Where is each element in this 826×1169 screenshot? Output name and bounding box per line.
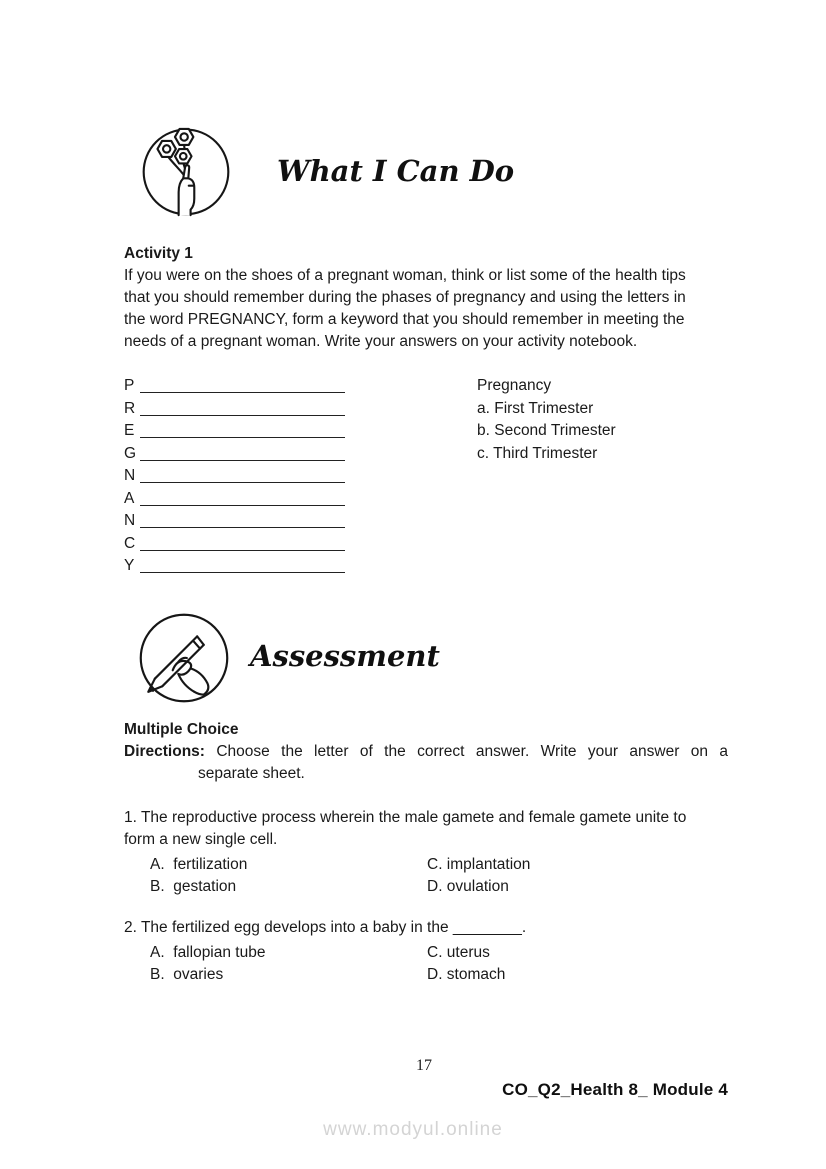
- letter-label: R: [124, 399, 136, 417]
- activity-block: [124, 243, 736, 353]
- pregnancy-acrostic-list: [124, 374, 345, 577]
- question-text-line: 1. The reproductive process wherein the male gamete and female gamete unite to: [124, 809, 687, 826]
- letter-row: [124, 419, 345, 442]
- options: [150, 854, 736, 898]
- activity-intro-line: the word PREGNANCY, form a keyword that you should remember in meeting the: [124, 311, 685, 328]
- option-b: B. ovaries: [150, 966, 224, 983]
- hand-writing-with-pencil-icon: [137, 610, 231, 706]
- directions-line: [124, 741, 728, 763]
- option-c: C. implantation: [427, 856, 531, 873]
- letter-label: A: [124, 489, 135, 507]
- option-row: [150, 964, 736, 986]
- activity-intro-line: If you were on the shoes of a pregnant woman, think or list some of the health tips: [124, 267, 686, 284]
- letter-label: N: [124, 512, 136, 529]
- activity-title: Activity 1: [124, 245, 193, 262]
- letter-row: [124, 554, 345, 577]
- option-row: [150, 942, 736, 964]
- question-text-line: form a new single cell.: [124, 831, 278, 848]
- directions-line-2: separate sheet.: [198, 765, 305, 782]
- directions-label: Directions:: [124, 743, 205, 760]
- activity-intro-line: needs of a pregnant woman. Write your answers on your activity notebook.: [124, 333, 638, 350]
- answer-blank: [140, 400, 345, 416]
- answer-blank: [140, 377, 345, 393]
- multiple-choice-block: [124, 719, 728, 785]
- answer-blank: [140, 422, 345, 438]
- section-heading-what-i-can-do: What I Can Do: [277, 154, 515, 188]
- option-d: D. stomach: [427, 966, 506, 983]
- watermark: www.modyul.online: [323, 1119, 503, 1140]
- page-number: 17: [416, 1057, 432, 1074]
- answer-blank: [140, 445, 345, 461]
- reference-item: a. First Trimester: [477, 399, 594, 417]
- question-text-line: 2. The fertilized egg develops into a baby in the ________.: [124, 919, 527, 936]
- hand-holding-flowers-icon: [140, 122, 232, 220]
- pregnancy-reference-list: [477, 375, 616, 465]
- letter-label: Y: [124, 557, 135, 574]
- letter-label: N: [124, 467, 136, 484]
- answer-blank: [140, 512, 345, 528]
- option-b: B. gestation: [150, 878, 237, 895]
- letter-label: C: [124, 534, 136, 552]
- section-heading-assessment: Assessment: [250, 639, 440, 673]
- multiple-choice-title: Multiple Choice: [124, 721, 239, 738]
- question-2: [124, 917, 736, 986]
- answer-blank: [140, 490, 345, 506]
- option-a: A. fertilization: [150, 856, 248, 873]
- letter-row: [124, 487, 345, 510]
- letter-row: [124, 374, 345, 397]
- letter-label: P: [124, 377, 135, 394]
- letter-row: [124, 442, 345, 465]
- letter-row: [124, 509, 345, 532]
- option-d: D. ovulation: [427, 878, 509, 895]
- option-a: A. fallopian tube: [150, 944, 266, 961]
- answer-blank: [140, 467, 345, 483]
- module-footer: CO_Q2_Health 8_ Module 4: [502, 1080, 728, 1099]
- letter-label: E: [124, 422, 135, 439]
- answer-blank: [140, 557, 345, 573]
- letter-label: G: [124, 444, 137, 462]
- question-1: [124, 807, 736, 898]
- reference-title: Pregnancy: [477, 377, 552, 394]
- letter-row: [124, 532, 345, 555]
- option-row: [150, 854, 736, 876]
- option-row: [150, 876, 736, 898]
- activity-intro-line: that you should remember during the phases of pregnancy and using the letters in: [124, 289, 686, 306]
- reference-item: c. Third Trimester: [477, 444, 598, 462]
- directions-text: Choose the letter of the correct answer. Write your answer on a: [216, 743, 728, 760]
- letter-row: [124, 397, 345, 420]
- reference-item: b. Second Trimester: [477, 422, 616, 439]
- options: [150, 942, 736, 986]
- answer-blank: [140, 535, 345, 551]
- letter-row: [124, 464, 345, 487]
- option-c: C. uterus: [427, 944, 490, 961]
